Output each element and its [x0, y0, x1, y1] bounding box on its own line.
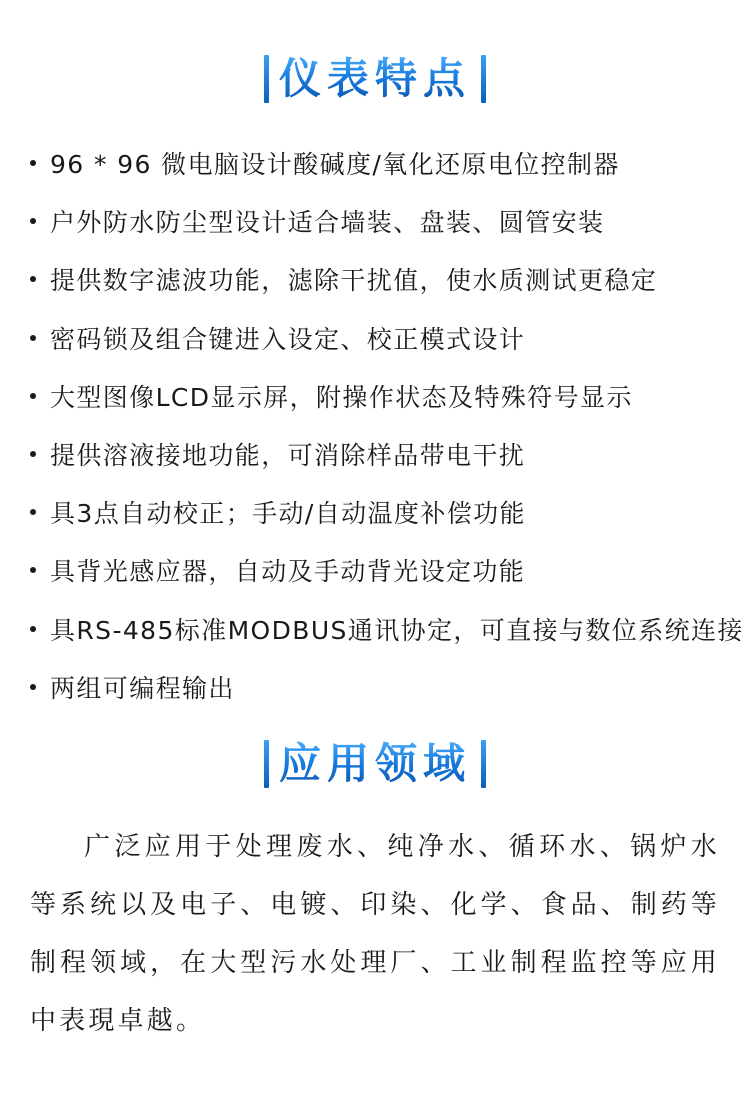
list-item: [30, 367, 745, 425]
applications-paragraph: 广泛应用于处理废水、纯净水、循环水、锅炉水等系统以及电子、电镀、印染、化学、食品、制药等制程领域，在大型污水处理厂、工业制程监控等应用中表現卓越。: [30, 832, 720, 1036]
list-item: [30, 541, 745, 599]
features-heading-text: 仪表特点: [279, 52, 471, 106]
bullet-icon: [30, 393, 36, 399]
heading-right-bar: [481, 740, 486, 788]
bullet-icon: [30, 451, 36, 457]
list-item: [30, 309, 745, 367]
heading-left-bar: [264, 55, 269, 103]
feature-text: 密码锁及组合键进入设定、校正模式设计: [50, 324, 526, 354]
bullet-icon: [30, 276, 36, 282]
feature-text: 大型图像LCD显示屏，附操作状态及特殊符号显示: [50, 382, 633, 412]
bullet-icon: [30, 567, 36, 573]
list-item: [30, 600, 745, 658]
list-item: [30, 192, 745, 250]
bullet-icon: [30, 160, 36, 166]
feature-text: 户外防水防尘型设计适合墙装、盘装、圆管安装: [50, 208, 605, 238]
list-item: [30, 250, 745, 308]
feature-text: 提供溶液接地功能，可消除样品带电干扰: [50, 441, 526, 471]
list-item: [30, 483, 745, 541]
heading-right-bar: [481, 55, 486, 103]
bullet-icon: [30, 509, 36, 515]
feature-text: 具RS-485标准MODBUS通讯协定，可直接与数位系统连接: [50, 615, 744, 645]
list-item: [30, 425, 745, 483]
features-list: [30, 134, 745, 716]
bullet-icon: [30, 684, 36, 690]
feature-text: 96 * 96 微电脑设计酸碱度/氧化还原电位控制器: [50, 150, 620, 180]
feature-text: 提供数字滤波功能，滤除干扰值，使水质测试更稳定: [50, 266, 658, 296]
list-item: [30, 658, 745, 716]
list-item: [30, 134, 745, 192]
bullet-icon: [30, 218, 36, 224]
feature-text: 具3点自动校正；手动/自动温度补偿功能: [50, 499, 526, 529]
bullet-icon: [30, 335, 36, 341]
feature-text: 具背光感应器，自动及手动背光设定功能: [50, 557, 526, 587]
bullet-icon: [30, 626, 36, 632]
applications-heading-text: 应用领域: [279, 737, 471, 791]
features-heading: [0, 52, 750, 106]
heading-left-bar: [264, 740, 269, 788]
applications-heading: [0, 737, 750, 791]
feature-text: 两组可编程输出: [50, 673, 235, 703]
